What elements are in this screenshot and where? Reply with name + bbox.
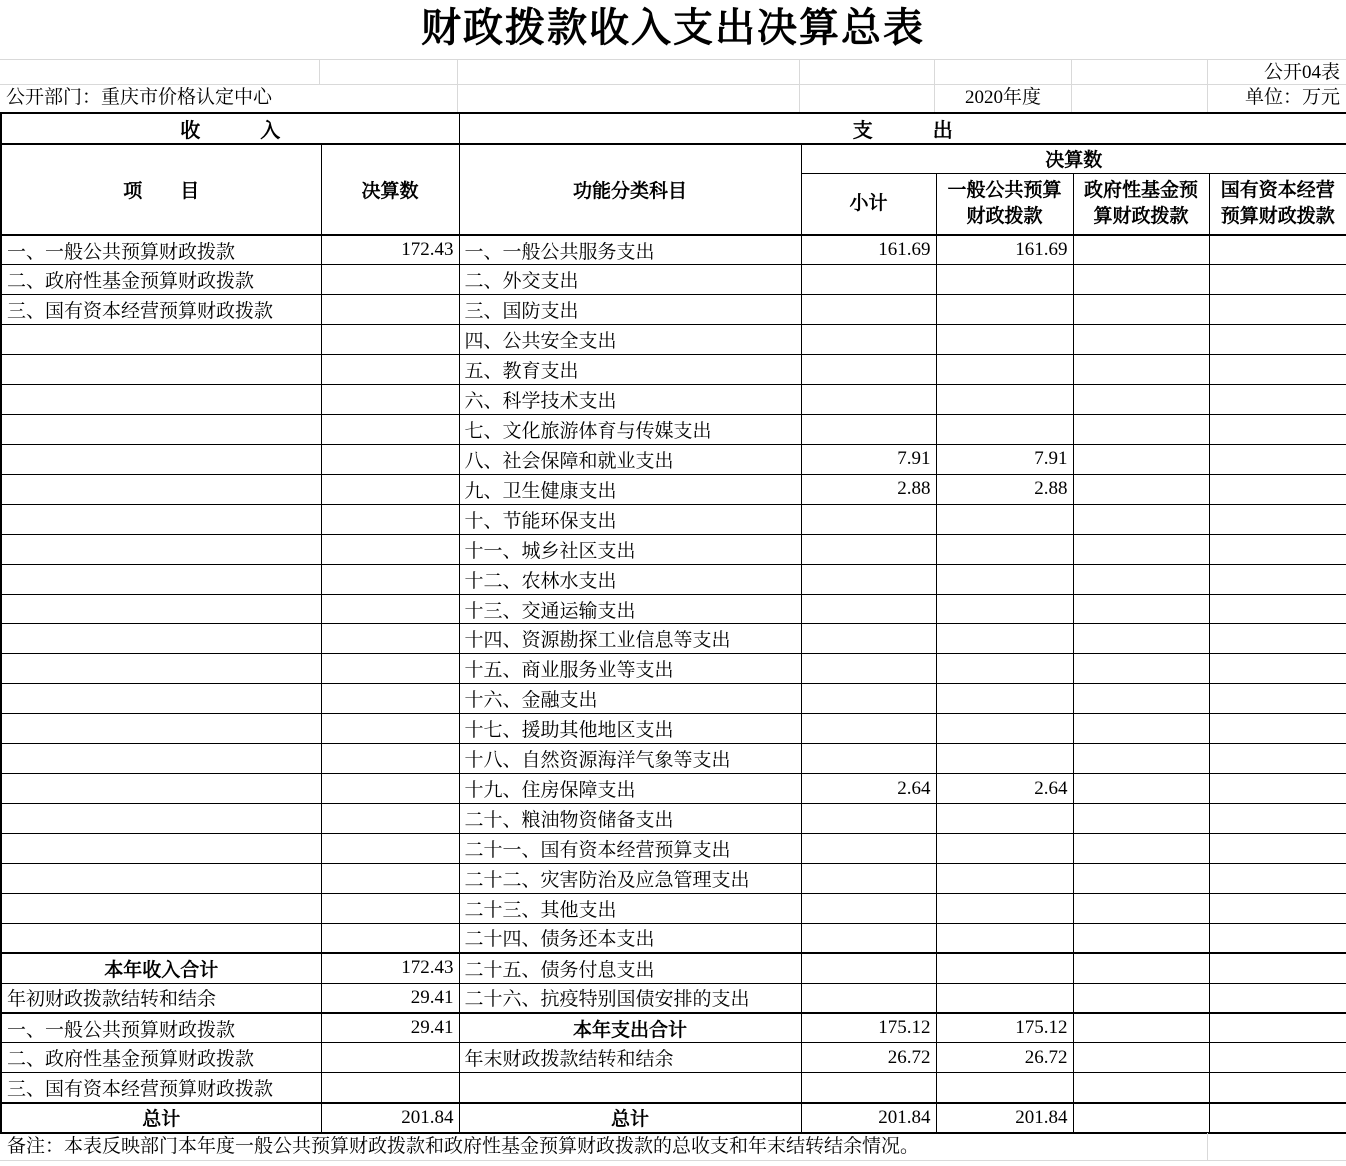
- income-amount-cell: 29.41: [321, 983, 459, 1013]
- expense-government-fund-cell: [1073, 714, 1209, 744]
- expense-state-capital-cell: [1209, 684, 1346, 714]
- table-row: [1, 385, 1346, 415]
- income-amount-cell: [321, 504, 459, 534]
- expense-state-capital-cell: [1209, 594, 1346, 624]
- expense-government-fund-cell: [1073, 444, 1209, 474]
- expense-state-capital-cell: [1209, 714, 1346, 744]
- income-item-cell: 二、政府性基金预算财政拨款: [1, 265, 321, 295]
- expense-item-cell: 十四、资源勘探工业信息等支出: [459, 624, 801, 654]
- expense-government-fund-cell: [1073, 594, 1209, 624]
- expense-state-capital-cell: [1209, 744, 1346, 774]
- meta-empty-cell: [0, 60, 320, 84]
- expense-government-fund-cell: [1073, 923, 1209, 953]
- income-item-cell: [1, 474, 321, 504]
- expense-government-fund-cell: [1073, 534, 1209, 564]
- income-amount-cell: [321, 265, 459, 295]
- expense-state-capital-cell: [1209, 654, 1346, 684]
- income-amount-cell: [321, 893, 459, 923]
- table-row: [1, 564, 1346, 594]
- expense-government-fund-cell: [1073, 744, 1209, 774]
- expense-general-budget-cell: [936, 385, 1073, 415]
- expense-subtotal-cell: 161.69: [801, 235, 936, 265]
- expense-general-budget-cell: 7.91: [936, 444, 1073, 474]
- expense-item-cell: [459, 1073, 801, 1103]
- expense-state-capital-cell: [1209, 1073, 1346, 1103]
- income-item-cell: [1, 684, 321, 714]
- income-item-cell: [1, 594, 321, 624]
- expense-item-cell: 总计: [459, 1103, 801, 1133]
- expense-subtotal-cell: 2.88: [801, 474, 936, 504]
- income-amount-cell: [321, 744, 459, 774]
- income-item-cell: [1, 325, 321, 355]
- state-capital-budget-column-header: 国有资本经营预算财政拨款: [1209, 173, 1346, 235]
- income-item-cell: [1, 654, 321, 684]
- expense-general-budget-cell: [936, 504, 1073, 534]
- expense-item-cell: 二十二、灾害防治及应急管理支出: [459, 863, 801, 893]
- income-item-cell: [1, 355, 321, 385]
- income-amount-cell: [321, 325, 459, 355]
- expense-government-fund-cell: [1073, 325, 1209, 355]
- income-item-cell: 本年收入合计: [1, 953, 321, 983]
- income-item-cell: 二、政府性基金预算财政拨款: [1, 1043, 321, 1073]
- expense-item-cell: 十二、农林水支出: [459, 564, 801, 594]
- expense-item-cell: 十六、金融支出: [459, 684, 801, 714]
- income-amount-cell: [321, 923, 459, 953]
- income-item-cell: [1, 564, 321, 594]
- expense-state-capital-cell: [1209, 983, 1346, 1013]
- income-amount-cell: [321, 534, 459, 564]
- government-fund-budget-column-header: 政府性基金预算财政拨款: [1073, 173, 1209, 235]
- income-item-cell: 一、一般公共预算财政拨款: [1, 235, 321, 265]
- expense-amount-group-header: 决算数: [801, 144, 1346, 173]
- expense-section-header: 支 出: [459, 113, 1346, 144]
- expense-subtotal-cell: [801, 265, 936, 295]
- table-row: [1, 474, 1346, 504]
- expense-general-budget-cell: [936, 953, 1073, 983]
- expense-government-fund-cell: [1073, 774, 1209, 804]
- table-row: [1, 265, 1346, 295]
- income-amount-cell: [321, 474, 459, 504]
- table-row: [1, 654, 1346, 684]
- expense-item-cell: 本年支出合计: [459, 1013, 801, 1043]
- expense-item-cell: 十五、商业服务业等支出: [459, 654, 801, 684]
- table-row: [1, 1043, 1346, 1073]
- table-row: [1, 235, 1346, 265]
- expense-state-capital-cell: [1209, 833, 1346, 863]
- expense-item-cell: 二十一、国有资本经营预算支出: [459, 833, 801, 863]
- meta-row-top: [0, 59, 1346, 85]
- expense-item-cell: 八、社会保障和就业支出: [459, 444, 801, 474]
- expense-government-fund-cell: [1073, 893, 1209, 923]
- expense-state-capital-cell: [1209, 953, 1346, 983]
- income-item-cell: [1, 714, 321, 744]
- expense-subtotal-cell: [801, 684, 936, 714]
- expense-general-budget-cell: [936, 684, 1073, 714]
- expense-state-capital-cell: [1209, 504, 1346, 534]
- income-amount-cell: [321, 774, 459, 804]
- table-row: [1, 1103, 1346, 1133]
- income-amount-cell: 201.84: [321, 1103, 459, 1133]
- expense-item-cell: 十八、自然资源海洋气象等支出: [459, 744, 801, 774]
- expense-subtotal-cell: [801, 983, 936, 1013]
- table-row: [1, 923, 1346, 953]
- expense-general-budget-cell: [936, 714, 1073, 744]
- expense-item-cell: 二十、粮油物资储备支出: [459, 804, 801, 834]
- table-row: [1, 504, 1346, 534]
- expense-state-capital-cell: [1209, 235, 1346, 265]
- income-item-cell: [1, 624, 321, 654]
- income-amount-column-header: 决算数: [321, 144, 459, 235]
- expense-subtotal-cell: [801, 863, 936, 893]
- expense-subtotal-cell: [801, 923, 936, 953]
- income-item-cell: [1, 444, 321, 474]
- expense-subtotal-cell: [801, 504, 936, 534]
- expense-government-fund-cell: [1073, 265, 1209, 295]
- meta-empty-cell: [458, 60, 800, 84]
- income-item-cell: [1, 744, 321, 774]
- income-item-cell: [1, 774, 321, 804]
- table-row: [1, 1013, 1346, 1043]
- income-item-cell: 三、国有资本经营预算财政拨款: [1, 1073, 321, 1103]
- expense-subtotal-cell: [801, 534, 936, 564]
- expense-government-fund-cell: [1073, 953, 1209, 983]
- income-item-cell: [1, 833, 321, 863]
- expense-item-cell: 二、外交支出: [459, 265, 801, 295]
- table-row: [1, 804, 1346, 834]
- expense-government-fund-cell: [1073, 235, 1209, 265]
- income-amount-cell: [321, 295, 459, 325]
- expense-government-fund-cell: [1073, 624, 1209, 654]
- expense-state-capital-cell: [1209, 385, 1346, 415]
- income-item-cell: [1, 863, 321, 893]
- table-row: [1, 594, 1346, 624]
- expense-subtotal-cell: [801, 564, 936, 594]
- table-row: [1, 295, 1346, 325]
- income-item-cell: 总计: [1, 1103, 321, 1133]
- expense-general-budget-cell: [936, 863, 1073, 893]
- expense-general-budget-cell: [936, 893, 1073, 923]
- income-amount-cell: [321, 804, 459, 834]
- income-amount-cell: 29.41: [321, 1013, 459, 1043]
- expense-item-cell: 年末财政拨款结转和结余: [459, 1043, 801, 1073]
- expense-government-fund-cell: [1073, 385, 1209, 415]
- expense-item-cell: 九、卫生健康支出: [459, 474, 801, 504]
- expense-subtotal-cell: [801, 295, 936, 325]
- expense-subtotal-cell: [801, 654, 936, 684]
- expense-general-budget-cell: [936, 983, 1073, 1013]
- expense-item-cell: 二十五、债务付息支出: [459, 953, 801, 983]
- expense-subtotal-cell: [801, 804, 936, 834]
- expense-subtotal-cell: [801, 744, 936, 774]
- income-amount-cell: [321, 654, 459, 684]
- expense-state-capital-cell: [1209, 325, 1346, 355]
- expense-government-fund-cell: [1073, 654, 1209, 684]
- income-amount-cell: [321, 1073, 459, 1103]
- meta-empty-cell: [458, 85, 800, 112]
- income-amount-cell: [321, 385, 459, 415]
- expense-general-budget-cell: [936, 833, 1073, 863]
- expense-government-fund-cell: [1073, 504, 1209, 534]
- unit-label: 单位：万元: [1244, 87, 1340, 108]
- income-item-cell: 年初财政拨款结转和结余: [1, 983, 321, 1013]
- expense-government-fund-cell: [1073, 833, 1209, 863]
- expense-state-capital-cell: [1209, 893, 1346, 923]
- income-section-header: 收 入: [1, 113, 459, 144]
- table-row: [1, 893, 1346, 923]
- income-amount-cell: 172.43: [321, 953, 459, 983]
- page-title: 财政拨款收入支出决算总表: [421, 6, 925, 50]
- expense-item-cell: 十、节能环保支出: [459, 504, 801, 534]
- table-row: [1, 774, 1346, 804]
- expense-subtotal-cell: [801, 893, 936, 923]
- table-row: [1, 833, 1346, 863]
- expense-state-capital-cell: [1209, 265, 1346, 295]
- income-amount-cell: [321, 355, 459, 385]
- table-row: [1, 714, 1346, 744]
- expense-general-budget-cell: [936, 624, 1073, 654]
- meta-row-info: [0, 85, 1346, 112]
- department-label: 公开部门：重庆市价格认定中心: [0, 85, 458, 112]
- item-column-header: 项 目: [1, 144, 321, 235]
- expense-subtotal-cell: [801, 1073, 936, 1103]
- expense-government-fund-cell: [1073, 684, 1209, 714]
- meta-empty-cell: [800, 85, 935, 112]
- summary-table-body: [1, 235, 1346, 1133]
- expense-subtotal-cell: 2.64: [801, 774, 936, 804]
- expense-subtotal-cell: [801, 714, 936, 744]
- income-item-cell: [1, 385, 321, 415]
- expense-state-capital-cell: [1209, 295, 1346, 325]
- expense-state-capital-cell: [1209, 534, 1346, 564]
- expense-government-fund-cell: [1073, 415, 1209, 445]
- expense-item-cell: 二十三、其他支出: [459, 893, 801, 923]
- expense-government-fund-cell: [1073, 1103, 1209, 1133]
- fiscal-year-label: 2020年度: [935, 85, 1072, 112]
- table-row: [1, 534, 1346, 564]
- income-amount-cell: [321, 444, 459, 474]
- expense-subtotal-cell: 26.72: [801, 1043, 936, 1073]
- expense-general-budget-cell: 175.12: [936, 1013, 1073, 1043]
- income-item-cell: 三、国有资本经营预算财政拨款: [1, 295, 321, 325]
- expense-subtotal-cell: [801, 594, 936, 624]
- table-row: [1, 415, 1346, 445]
- expense-subtotal-cell: [801, 355, 936, 385]
- meta-empty-cell: [1072, 85, 1208, 112]
- expense-state-capital-cell: [1209, 444, 1346, 474]
- expense-subtotal-cell: 175.12: [801, 1013, 936, 1043]
- expense-general-budget-cell: 161.69: [936, 235, 1073, 265]
- expense-general-budget-cell: [936, 654, 1073, 684]
- income-amount-cell: [321, 415, 459, 445]
- expense-government-fund-cell: [1073, 295, 1209, 325]
- expense-general-budget-cell: [936, 744, 1073, 774]
- expense-state-capital-cell: [1209, 923, 1346, 953]
- expense-government-fund-cell: [1073, 355, 1209, 385]
- expense-state-capital-cell: [1209, 1103, 1346, 1133]
- table-row: [1, 1073, 1346, 1103]
- table-row: [1, 684, 1346, 714]
- meta-empty-cell: [935, 60, 1072, 84]
- expense-government-fund-cell: [1073, 804, 1209, 834]
- expense-general-budget-cell: [936, 415, 1073, 445]
- expense-general-budget-cell: 26.72: [936, 1043, 1073, 1073]
- expense-government-fund-cell: [1073, 1043, 1209, 1073]
- expense-government-fund-cell: [1073, 863, 1209, 893]
- expense-item-cell: 十一、城乡社区支出: [459, 534, 801, 564]
- expense-subtotal-cell: [801, 833, 936, 863]
- expense-item-cell: 四、公共安全支出: [459, 325, 801, 355]
- expense-general-budget-cell: 2.64: [936, 774, 1073, 804]
- table-row: [1, 744, 1346, 774]
- functional-subject-column-header: 功能分类科目: [459, 144, 801, 235]
- income-amount-cell: [321, 863, 459, 893]
- expense-general-budget-cell: [936, 564, 1073, 594]
- expense-state-capital-cell: [1209, 415, 1346, 445]
- expense-state-capital-cell: [1209, 774, 1346, 804]
- income-item-cell: [1, 415, 321, 445]
- income-amount-cell: 172.43: [321, 235, 459, 265]
- expense-item-cell: 十三、交通运输支出: [459, 594, 801, 624]
- expense-state-capital-cell: [1209, 355, 1346, 385]
- expense-general-budget-cell: [936, 295, 1073, 325]
- expense-state-capital-cell: [1209, 624, 1346, 654]
- income-amount-cell: [321, 714, 459, 744]
- expense-government-fund-cell: [1073, 983, 1209, 1013]
- expense-item-cell: 十七、援助其他地区支出: [459, 714, 801, 744]
- expense-subtotal-cell: 7.91: [801, 444, 936, 474]
- footnote: 备注：本表反映部门本年度一般公共预算财政拨款和政府性基金预算财政拨款的总收支和年末结转结余情况。: [0, 1133, 1208, 1161]
- table-row: [1, 355, 1346, 385]
- expense-item-cell: 二十四、债务还本支出: [459, 923, 801, 953]
- expense-general-budget-cell: [936, 355, 1073, 385]
- expense-general-budget-cell: [936, 534, 1073, 564]
- expense-item-cell: 二十六、抗疫特别国债安排的支出: [459, 983, 801, 1013]
- expense-state-capital-cell: [1209, 863, 1346, 893]
- expense-general-budget-cell: 2.88: [936, 474, 1073, 504]
- table-row: [1, 953, 1346, 983]
- expense-subtotal-cell: [801, 953, 936, 983]
- income-amount-cell: [321, 1043, 459, 1073]
- meta-empty-cell: [1072, 60, 1208, 84]
- income-amount-cell: [321, 594, 459, 624]
- income-amount-cell: [321, 833, 459, 863]
- subtotal-column-header: 小计: [801, 173, 936, 235]
- expense-state-capital-cell: [1209, 1013, 1346, 1043]
- expense-item-cell: 三、国防支出: [459, 295, 801, 325]
- table-row: [1, 983, 1346, 1013]
- income-item-cell: 一、一般公共预算财政拨款: [1, 1013, 321, 1043]
- expense-state-capital-cell: [1209, 474, 1346, 504]
- income-item-cell: [1, 804, 321, 834]
- expense-subtotal-cell: [801, 624, 936, 654]
- expense-general-budget-cell: [936, 325, 1073, 355]
- expense-state-capital-cell: [1209, 1043, 1346, 1073]
- income-amount-cell: [321, 624, 459, 654]
- income-amount-cell: [321, 564, 459, 594]
- expense-general-budget-cell: [936, 265, 1073, 295]
- expense-state-capital-cell: [1209, 804, 1346, 834]
- expense-state-capital-cell: [1209, 564, 1346, 594]
- expense-item-cell: 五、教育支出: [459, 355, 801, 385]
- income-amount-cell: [321, 684, 459, 714]
- table-code: 公开04表: [1263, 62, 1340, 83]
- meta-empty-cell: [800, 60, 935, 84]
- table-row: [1, 624, 1346, 654]
- expense-general-budget-cell: 201.84: [936, 1103, 1073, 1133]
- expense-subtotal-cell: [801, 385, 936, 415]
- income-item-cell: [1, 504, 321, 534]
- table-row: [1, 863, 1346, 893]
- meta-empty-cell: [320, 60, 458, 84]
- table-row: [1, 325, 1346, 355]
- expense-general-budget-cell: [936, 1073, 1073, 1103]
- income-item-cell: [1, 893, 321, 923]
- expense-subtotal-cell: [801, 325, 936, 355]
- expense-item-cell: 十九、住房保障支出: [459, 774, 801, 804]
- table-row: [1, 444, 1346, 474]
- expense-item-cell: 七、文化旅游体育与传媒支出: [459, 415, 801, 445]
- expense-subtotal-cell: 201.84: [801, 1103, 936, 1133]
- income-item-cell: [1, 923, 321, 953]
- income-item-cell: [1, 534, 321, 564]
- expense-general-budget-cell: [936, 923, 1073, 953]
- expense-general-budget-cell: [936, 804, 1073, 834]
- footnote-empty-cell: [1208, 1133, 1346, 1161]
- expense-government-fund-cell: [1073, 474, 1209, 504]
- expense-general-budget-cell: [936, 594, 1073, 624]
- general-public-budget-column-header: 一般公共预算财政拨款: [936, 173, 1073, 235]
- expense-item-cell: 一、一般公共服务支出: [459, 235, 801, 265]
- expense-government-fund-cell: [1073, 1073, 1209, 1103]
- summary-table: [0, 112, 1346, 1134]
- expense-government-fund-cell: [1073, 1013, 1209, 1043]
- expense-government-fund-cell: [1073, 564, 1209, 594]
- expense-subtotal-cell: [801, 415, 936, 445]
- expense-item-cell: 六、科学技术支出: [459, 385, 801, 415]
